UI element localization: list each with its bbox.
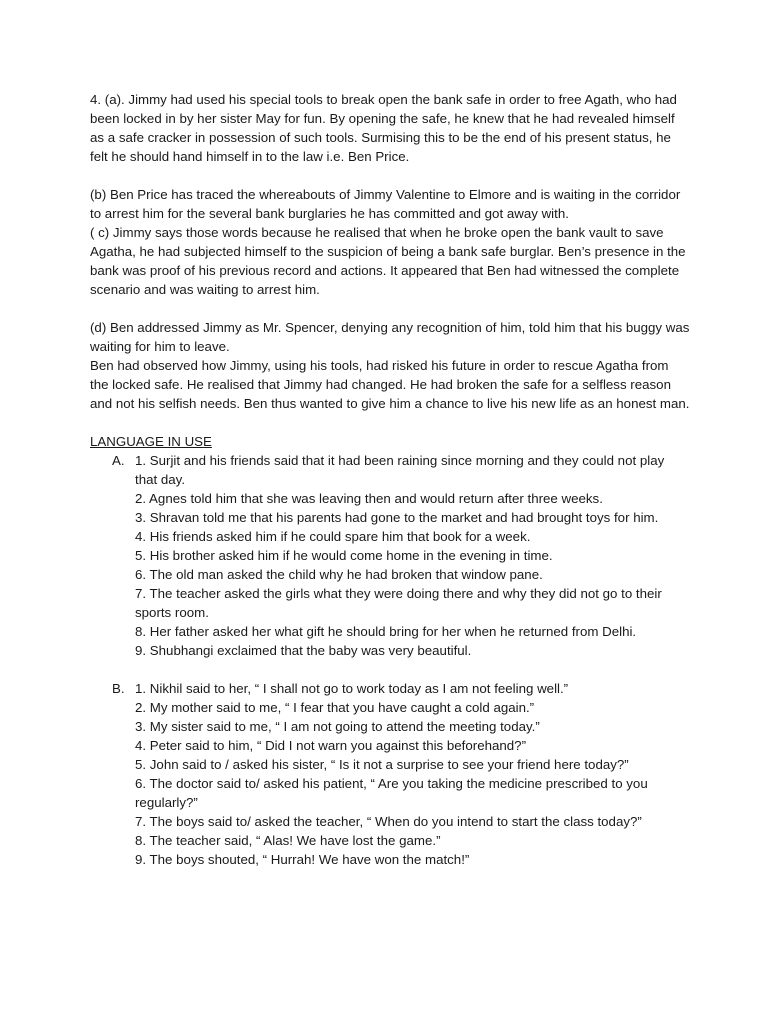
answer-4b: (b) Ben Price has traced the whereabouts of Jimmy Valentine to Elmore and is waiting in the corridor to arrest him for the several bank burglaries he has committed and got away with.	[90, 187, 681, 221]
list-item: 1. Nikhil said to her, “ I shall not go to work today as I am not feeling well.”	[135, 681, 569, 696]
spacer	[90, 299, 690, 318]
list-item: 8. The teacher said, “ Alas! We have lost the game.”	[135, 833, 441, 848]
spacer	[90, 413, 690, 432]
list-item: 5. His brother asked him if he would come home in the evening in time.	[135, 548, 553, 563]
list-item: 3. Shravan told me that his parents had gone to the market and had brought toys for him.	[135, 510, 659, 525]
list-item: 9. Shubhangi exclaimed that the baby was very beautiful.	[135, 643, 472, 658]
list-item: 5. John said to / asked his sister, “ Is it not a surprise to see your friend here today?”	[135, 757, 629, 772]
list-item: 1. Surjit and his friends said that it had been raining since morning and they could not play that day.	[135, 453, 665, 487]
list-item: 2. Agnes told him that she was leaving then and would return after three weeks.	[135, 491, 603, 506]
list-b-items	[135, 679, 675, 869]
spacer	[90, 660, 690, 679]
answer-4d-part2: Ben had observed how Jimmy, using his tools, had risked his future in order to rescue Agatha from the locked safe. He realised that Jimmy had changed. He had broken the safe for a selfless reason and not his selfish needs. Ben thus wanted to give him a chance to live his new life as an honest man.	[90, 358, 690, 411]
answer-4a: 4. (a). Jimmy had used his special tools to break open the bank safe in order to free Agath, who had been locked in by her sister May for fun. By opening the safe, he knew that he had revealed himself as a safe cracker in possession of such tools. Surmising this to be the end of his present status, he felt he should hand himself in to the law i.e. Ben Price.	[90, 92, 677, 164]
spacer	[90, 166, 690, 185]
list-item: 9. The boys shouted, “ Hurrah! We have won the match!”	[135, 852, 470, 867]
list-a-letter: A.	[112, 453, 125, 468]
document-page	[90, 90, 690, 869]
list-item: 8. Her father asked her what gift he should bring for her when he returned from Delhi.	[135, 624, 637, 639]
list-a	[90, 451, 690, 660]
list-b-letter: B.	[112, 681, 125, 696]
list-item: 6. The old man asked the child why he had broken that window pane.	[135, 567, 543, 582]
list-item: 2. My mother said to me, “ I fear that you have caught a cold again.”	[135, 700, 535, 715]
list-item: 4. His friends asked him if he could spare him that book for a week.	[135, 529, 531, 544]
list-item: 3. My sister said to me, “ I am not going to attend the meeting today.”	[135, 719, 540, 734]
section-heading: LANGUAGE IN USE	[90, 434, 212, 449]
list-item: 4. Peter said to him, “ Did I not warn you against this beforehand?”	[135, 738, 526, 753]
list-b	[90, 679, 690, 869]
answer-4d-part1: (d) Ben addressed Jimmy as Mr. Spencer, denying any recognition of him, told him that his buggy was waiting for him to leave.	[90, 320, 690, 354]
list-item: 6. The doctor said to/ asked his patient, “ Are you taking the medicine prescribed to you regularly?”	[135, 776, 648, 810]
list-a-items	[135, 451, 675, 660]
list-item: 7. The teacher asked the girls what they were doing there and why they did not go to their sports room.	[135, 586, 662, 620]
list-item: 7. The boys said to/ asked the teacher, “ When do you intend to start the class today?”	[135, 814, 642, 829]
answer-4c: ( c) Jimmy says those words because he realised that when he broke open the bank vault to save Agatha, he had subjected himself to the suspicion of being a bank safe burglar. Ben’s presence in the bank was proof of his previous record and actions. It appeared that Ben had witnessed the complete scenario and was waiting to arrest him.	[90, 225, 686, 297]
